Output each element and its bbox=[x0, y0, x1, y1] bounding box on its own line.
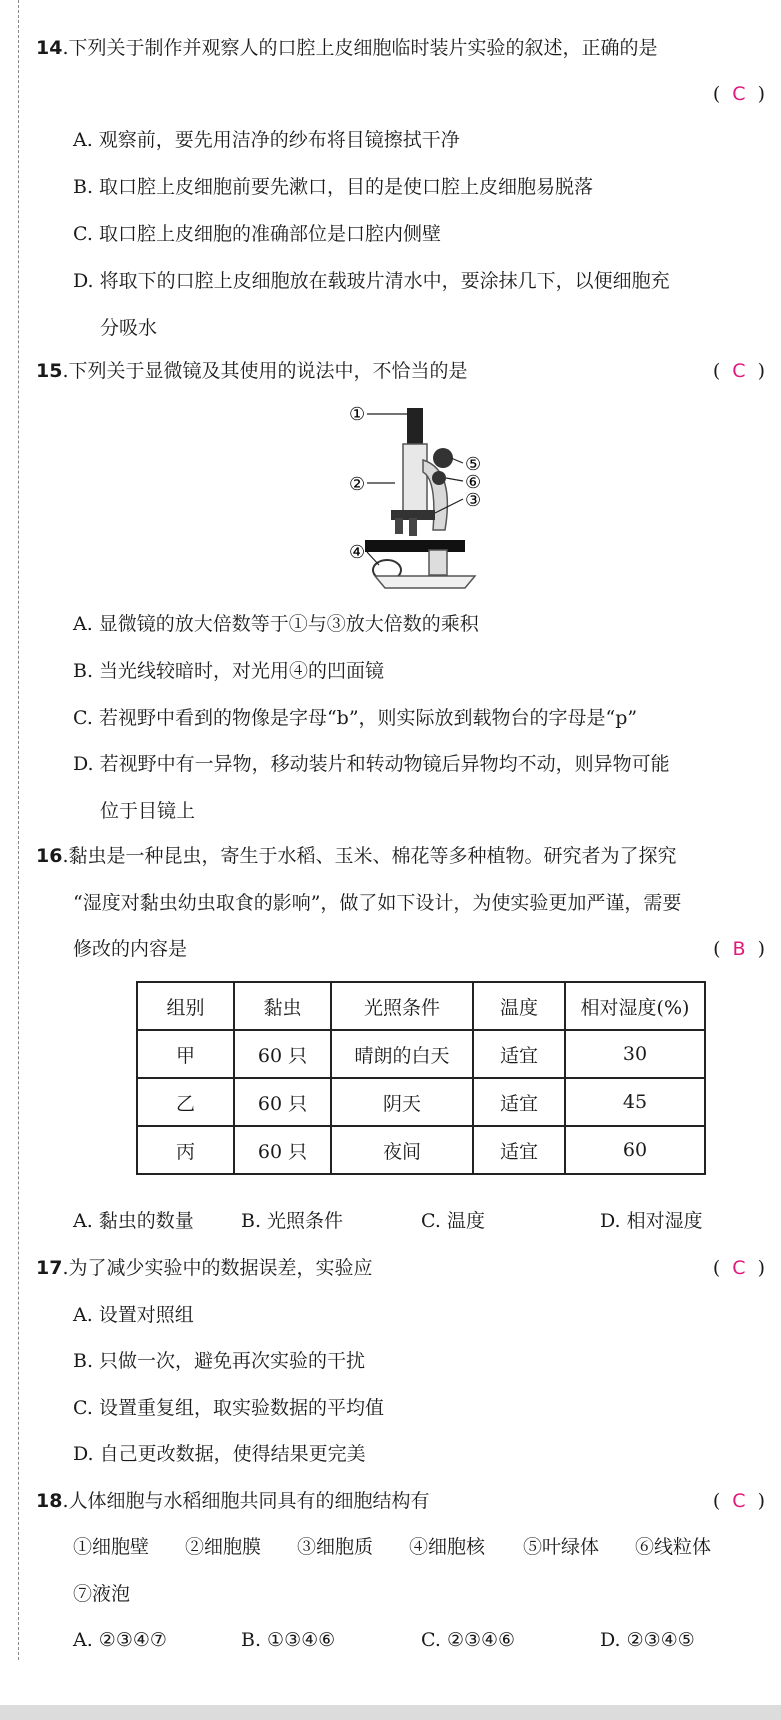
table-row bbox=[137, 1030, 705, 1078]
q14-option-d: D. 将取下的口腔上皮细胞放在载玻片清水中，要涂抹几下，以便细胞充 bbox=[73, 270, 670, 292]
table-cell: 适宜 bbox=[473, 1030, 565, 1078]
figure-label-3: ③ bbox=[465, 490, 482, 511]
q17-number: 17 bbox=[36, 1257, 63, 1279]
figure-label-1: ① bbox=[349, 404, 366, 425]
objective-1 bbox=[395, 518, 403, 534]
q18-answer-open: ( bbox=[712, 1490, 721, 1512]
q17-stem-text: 为了减少实验中的数据误差，实验应 bbox=[68, 1257, 373, 1279]
q18-number: 18 bbox=[36, 1490, 63, 1512]
q17-answer-open: ( bbox=[712, 1257, 721, 1279]
table-cell: 晴朗的白天 bbox=[331, 1030, 473, 1078]
q14-stem-text: 下列关于制作并观察人的口腔上皮细胞临时装片实验的叙述，正确的是 bbox=[68, 37, 658, 59]
q15-answer bbox=[713, 359, 765, 383]
table-cell: 甲 bbox=[137, 1030, 234, 1078]
q14-answer-open: ( bbox=[712, 83, 721, 105]
q15-option-c: C. 若视野中看到的物像是字母“b”，则实际放到载物台的字母是“p” bbox=[73, 707, 638, 729]
microscope-figure bbox=[345, 400, 505, 590]
q17-answer-letter: C bbox=[732, 1257, 746, 1279]
base bbox=[375, 576, 475, 588]
q15-stem-text: 下列关于显微镜及其使用的说法中，不恰当的是 bbox=[68, 360, 468, 382]
q17-option-d: D. 自己更改数据，使得结果更完美 bbox=[73, 1443, 366, 1465]
left-dashed-border bbox=[18, 0, 19, 1660]
q14-answer-letter: C bbox=[732, 83, 746, 105]
q15-answer-open: ( bbox=[712, 360, 721, 382]
table-cell: 夜间 bbox=[331, 1126, 473, 1174]
q18-stem: 18.人体细胞与水稻细胞共同具有的细胞结构有 bbox=[36, 1490, 430, 1512]
q18-item: ③细胞质 bbox=[297, 1536, 374, 1558]
q18-stem-text: 人体细胞与水稻细胞共同具有的细胞结构有 bbox=[68, 1490, 430, 1512]
table-cell: 阴天 bbox=[331, 1078, 473, 1126]
q14-answer-close: ) bbox=[757, 83, 765, 105]
table-cell: 30 bbox=[565, 1030, 705, 1078]
table-row bbox=[137, 1078, 705, 1126]
objective-2 bbox=[409, 518, 417, 536]
coarse-knob bbox=[433, 448, 453, 468]
q14-option-a: A. 观察前，要先用洁净的纱布将目镜擦拭干净 bbox=[73, 129, 460, 151]
table-header: 光照条件 bbox=[331, 982, 473, 1030]
q17-option-c: C. 设置重复组，取实验数据的平均值 bbox=[73, 1397, 384, 1419]
pillar bbox=[429, 550, 447, 575]
q18-item: ②细胞膜 bbox=[185, 1536, 262, 1558]
q18-item: ④细胞核 bbox=[409, 1536, 486, 1558]
q18-item: ①细胞壁 bbox=[73, 1536, 150, 1558]
q18-option-d: D. ②③④⑤ bbox=[600, 1629, 695, 1651]
table-header: 相对湿度(%) bbox=[565, 982, 705, 1030]
q14-option-b: B. 取口腔上皮细胞前要先漱口，目的是使口腔上皮细胞易脱落 bbox=[73, 176, 594, 198]
q17-answer bbox=[713, 1256, 765, 1280]
q14-stem: 14.下列关于制作并观察人的口腔上皮细胞临时装片实验的叙述，正确的是 bbox=[36, 37, 658, 59]
bottom-band bbox=[0, 1705, 781, 1720]
q16-stem-line-1: 16.黏虫是一种昆虫，寄生于水稻、玉米、棉花等多种植物。研究者为了探究 bbox=[36, 845, 677, 867]
q17-option-b: B. 只做一次，避免再次实验的干扰 bbox=[73, 1350, 366, 1372]
stage bbox=[365, 540, 465, 552]
q14-option-c: C. 取口腔上皮细胞的准确部位是口腔内侧壁 bbox=[73, 223, 441, 245]
table-cell: 适宜 bbox=[473, 1078, 565, 1126]
figure-label-5: ⑤ bbox=[465, 454, 482, 475]
q16-answer-close: ) bbox=[757, 938, 765, 960]
q16-option-a: A. 黏虫的数量 bbox=[73, 1210, 194, 1232]
table-cell: 乙 bbox=[137, 1078, 234, 1126]
q16-stem-line-3: 修改的内容是 bbox=[73, 938, 188, 960]
q17-option-a: A. 设置对照组 bbox=[73, 1304, 194, 1326]
q16-stem-line-2: “湿度对黏虫幼虫取食的影响”，做了如下设计，为使实验更加严谨，需要 bbox=[73, 892, 682, 914]
figure-label-4: ④ bbox=[349, 542, 366, 563]
table-header: 组别 bbox=[137, 982, 234, 1030]
q16-option-c: C. 温度 bbox=[421, 1210, 485, 1232]
q18-option-b: B. ①③④⑥ bbox=[241, 1629, 336, 1651]
q16-number: 16 bbox=[36, 845, 63, 867]
q16-stem-text-1: 黏虫是一种昆虫，寄生于水稻、玉米、棉花等多种植物。研究者为了探究 bbox=[68, 845, 677, 867]
q18-item-cont: ⑦液泡 bbox=[73, 1583, 131, 1605]
q14-number: 14 bbox=[36, 37, 63, 59]
leader-4 bbox=[367, 552, 379, 565]
table-cell: 60 只 bbox=[234, 1126, 331, 1174]
q15-option-d-cont: 位于目镜上 bbox=[100, 800, 196, 822]
q16-option-d: D. 相对湿度 bbox=[600, 1210, 703, 1232]
q15-stem: 15.下列关于显微镜及其使用的说法中，不恰当的是 bbox=[36, 360, 468, 382]
body-tube bbox=[403, 444, 427, 514]
q14-answer bbox=[713, 82, 765, 106]
table-cell: 丙 bbox=[137, 1126, 234, 1174]
q16-answer-letter: B bbox=[732, 938, 746, 960]
q17-stem: 17.为了减少实验中的数据误差，实验应 bbox=[36, 1257, 373, 1279]
table-row bbox=[137, 1126, 705, 1174]
figure-label-2: ② bbox=[349, 474, 366, 495]
q18-answer-close: ) bbox=[757, 1490, 765, 1512]
table-cell: 适宜 bbox=[473, 1126, 565, 1174]
q16-answer-open: ( bbox=[713, 938, 721, 960]
q15-option-b: B. 当光线较暗时，对光用④的凹面镜 bbox=[73, 660, 385, 682]
q16-answer bbox=[713, 937, 765, 961]
q15-answer-close: ) bbox=[757, 360, 765, 382]
figure-label-6: ⑥ bbox=[465, 472, 482, 493]
experiment-table bbox=[136, 981, 706, 1175]
table-header-row bbox=[137, 982, 705, 1030]
q17-answer-close: ) bbox=[757, 1257, 765, 1279]
q18-option-c: C. ②③④⑥ bbox=[421, 1629, 516, 1651]
q18-answer-letter: C bbox=[732, 1490, 746, 1512]
q16-option-b: B. 光照条件 bbox=[241, 1210, 344, 1232]
q14-option-d-cont: 分吸水 bbox=[100, 317, 158, 339]
q15-number: 15 bbox=[36, 360, 63, 382]
leader-6 bbox=[446, 478, 463, 481]
leader-5 bbox=[451, 458, 463, 463]
table-cell: 60 只 bbox=[234, 1078, 331, 1126]
table-header: 温度 bbox=[473, 982, 565, 1030]
q18-item: ⑥线粒体 bbox=[635, 1536, 712, 1558]
table-cell: 45 bbox=[565, 1078, 705, 1126]
fine-knob bbox=[432, 471, 446, 485]
q18-option-a: A. ②③④⑦ bbox=[73, 1629, 167, 1651]
q15-answer-letter: C bbox=[732, 360, 746, 382]
q15-option-a: A. 显微镜的放大倍数等于①与③放大倍数的乘积 bbox=[73, 613, 479, 635]
q15-option-d: D. 若视野中有一异物，移动装片和转动物镜后异物均不动，则异物可能 bbox=[73, 753, 670, 775]
table-cell: 60 bbox=[565, 1126, 705, 1174]
q18-item: ⑤叶绿体 bbox=[523, 1536, 600, 1558]
table-cell: 60 只 bbox=[234, 1030, 331, 1078]
q18-answer bbox=[713, 1489, 765, 1513]
eyepiece bbox=[407, 408, 423, 448]
table-header: 黏虫 bbox=[234, 982, 331, 1030]
